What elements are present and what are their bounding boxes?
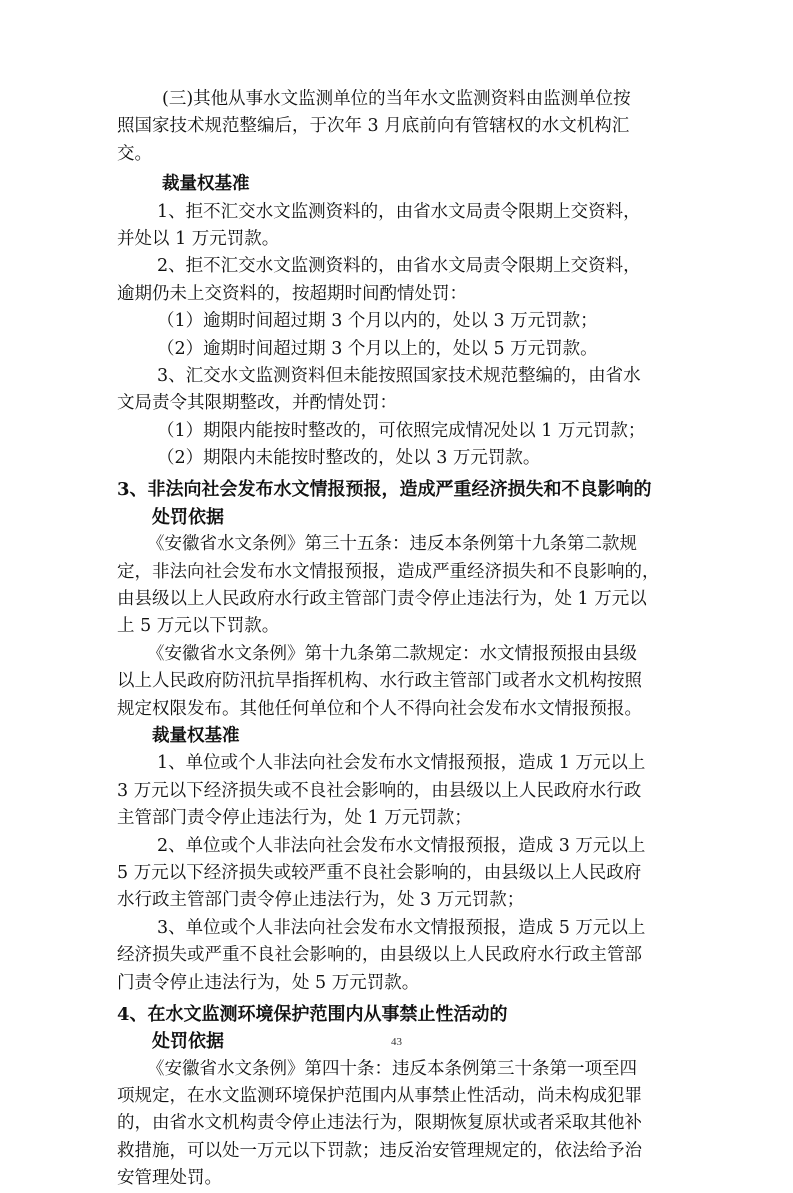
item-3-discretion-line: 2、单位或个人非法向社会发布水文情报预报，造成 3 万元以上 bbox=[157, 835, 646, 856]
item-3-basis-line: 规定权限发布。其他任何单位和个人不得向社会发布水文情报预报。 bbox=[117, 698, 642, 719]
item-3-basis-line: 《安徽省水文条例》第三十五条：违反本条例第十九条第二款规 bbox=[147, 534, 637, 555]
discretion-heading-2: 裁量权基准 bbox=[152, 725, 240, 746]
discretion-line: 3、汇交水文监测资料但未能按照国家技术规范整编的，由省水 bbox=[157, 365, 641, 386]
item-3-basis-heading: 处罚依据 bbox=[152, 506, 224, 528]
item-3-discretion-line: 5 万元以下经济损失或较严重不良社会影响的，由县级以上人民政府 bbox=[117, 862, 642, 883]
discretion-line: （2）逾期时间超过期 3 个月以上的，处以 5 万元罚款。 bbox=[157, 338, 598, 359]
intro-line-1: (三)其他从事水文监测单位的当年水文监测资料由监测单位按 bbox=[162, 89, 631, 109]
intro-line-2: 照国家技术规范整编后，于次年 3 月底前向有管辖权的水文机构汇 bbox=[117, 116, 630, 137]
item-3-discretion-line: 3、单位或个人非法向社会发布水文情报预报，造成 5 万元以上 bbox=[157, 917, 646, 938]
discretion-line: 逾期仍未上交资料的，按超期时间酌情处罚： bbox=[117, 283, 467, 304]
discretion-line: 2、拒不汇交水文监测资料的，由省水文局责令限期上交资料， bbox=[157, 256, 641, 277]
item-4-title: 4、在水文监测环境保护范围内从事禁止性活动的 bbox=[117, 1003, 508, 1025]
item-4-basis-line: 项规定，在水文监测环境保护范围内从事禁止性活动，尚未构成犯罪 bbox=[117, 1086, 642, 1107]
page-number: 43 bbox=[391, 1036, 402, 1048]
discretion-line: 1、拒不汇交水文监测资料的，由省水文局责令限期上交资料， bbox=[157, 201, 641, 222]
discretion-line: （1）期限内能按时整改的，可依照完成情况处以 1 万元罚款； bbox=[157, 420, 646, 441]
discretion-line: 并处以 1 万元罚款。 bbox=[117, 228, 280, 249]
item-3-discretion-line: 水行政主管部门责令停止违法行为，处 3 万元罚款； bbox=[117, 890, 525, 911]
item-4-basis-line: 救措施，可以处一万元以下罚款；违反治安管理规定的，依法给予治 bbox=[117, 1140, 642, 1161]
item-3-discretion-line: 门责令停止违法行为，处 5 万元罚款。 bbox=[117, 972, 420, 993]
item-3-basis-line: 以上人民政府防汛抗旱指挥机构、水行政主管部门或者水文机构按照 bbox=[117, 671, 642, 692]
item-4-basis-line: 《安徽省水文条例》第四十条：违反本条例第三十条第一项至四 bbox=[147, 1058, 637, 1079]
item-3-discretion-line: 1、单位或个人非法向社会发布水文情报预报，造成 1 万元以上 bbox=[157, 753, 646, 774]
item-3-basis-line: 《安徽省水文条例》第十九条第二款规定：水文情报预报由县级 bbox=[147, 643, 637, 664]
item-3-discretion-line: 3 万元以下经济损失或不良社会影响的，由县级以上人民政府水行政 bbox=[117, 780, 642, 801]
document-body bbox=[117, 86, 665, 1193]
item-3-discretion-line: 经济损失或严重不良社会影响的，由县级以上人民政府水行政主管部 bbox=[117, 945, 642, 966]
discretion-heading-1: 裁量权基准 bbox=[162, 174, 250, 195]
item-4-basis-line: 安管理处罚。 bbox=[117, 1168, 222, 1189]
discretion-line: 文局责令其限期整改，并酌情处罚： bbox=[117, 393, 397, 414]
item-3-discretion-line: 主管部门责令停止违法行为，处 1 万元罚款； bbox=[117, 808, 472, 829]
item-3-basis-line: 定，非法向社会发布水文情报预报，造成严重经济损失和不良影响的， bbox=[117, 561, 660, 582]
intro-line-3: 交。 bbox=[117, 143, 152, 164]
item-3-basis-line: 上 5 万元以下罚款。 bbox=[117, 616, 280, 637]
item-3-title: 3、非法向社会发布水文情报预报，造成严重经济损失和不良影响的 bbox=[117, 479, 652, 501]
item-4-basis-line: 的，由省水文机构责令停止违法行为，限期恢复原状或者采取其他补 bbox=[117, 1113, 642, 1134]
discretion-line: （1）逾期时间超过期 3 个月以内的，处以 3 万元罚款； bbox=[157, 311, 598, 332]
discretion-line: （2）期限内未能按时整改的，处以 3 万元罚款。 bbox=[157, 448, 541, 469]
item-3-basis-line: 由县级以上人民政府水行政主管部门责令停止违法行为，处 1 万元以 bbox=[117, 589, 647, 610]
item-4-basis-heading: 处罚依据 bbox=[152, 1031, 224, 1053]
